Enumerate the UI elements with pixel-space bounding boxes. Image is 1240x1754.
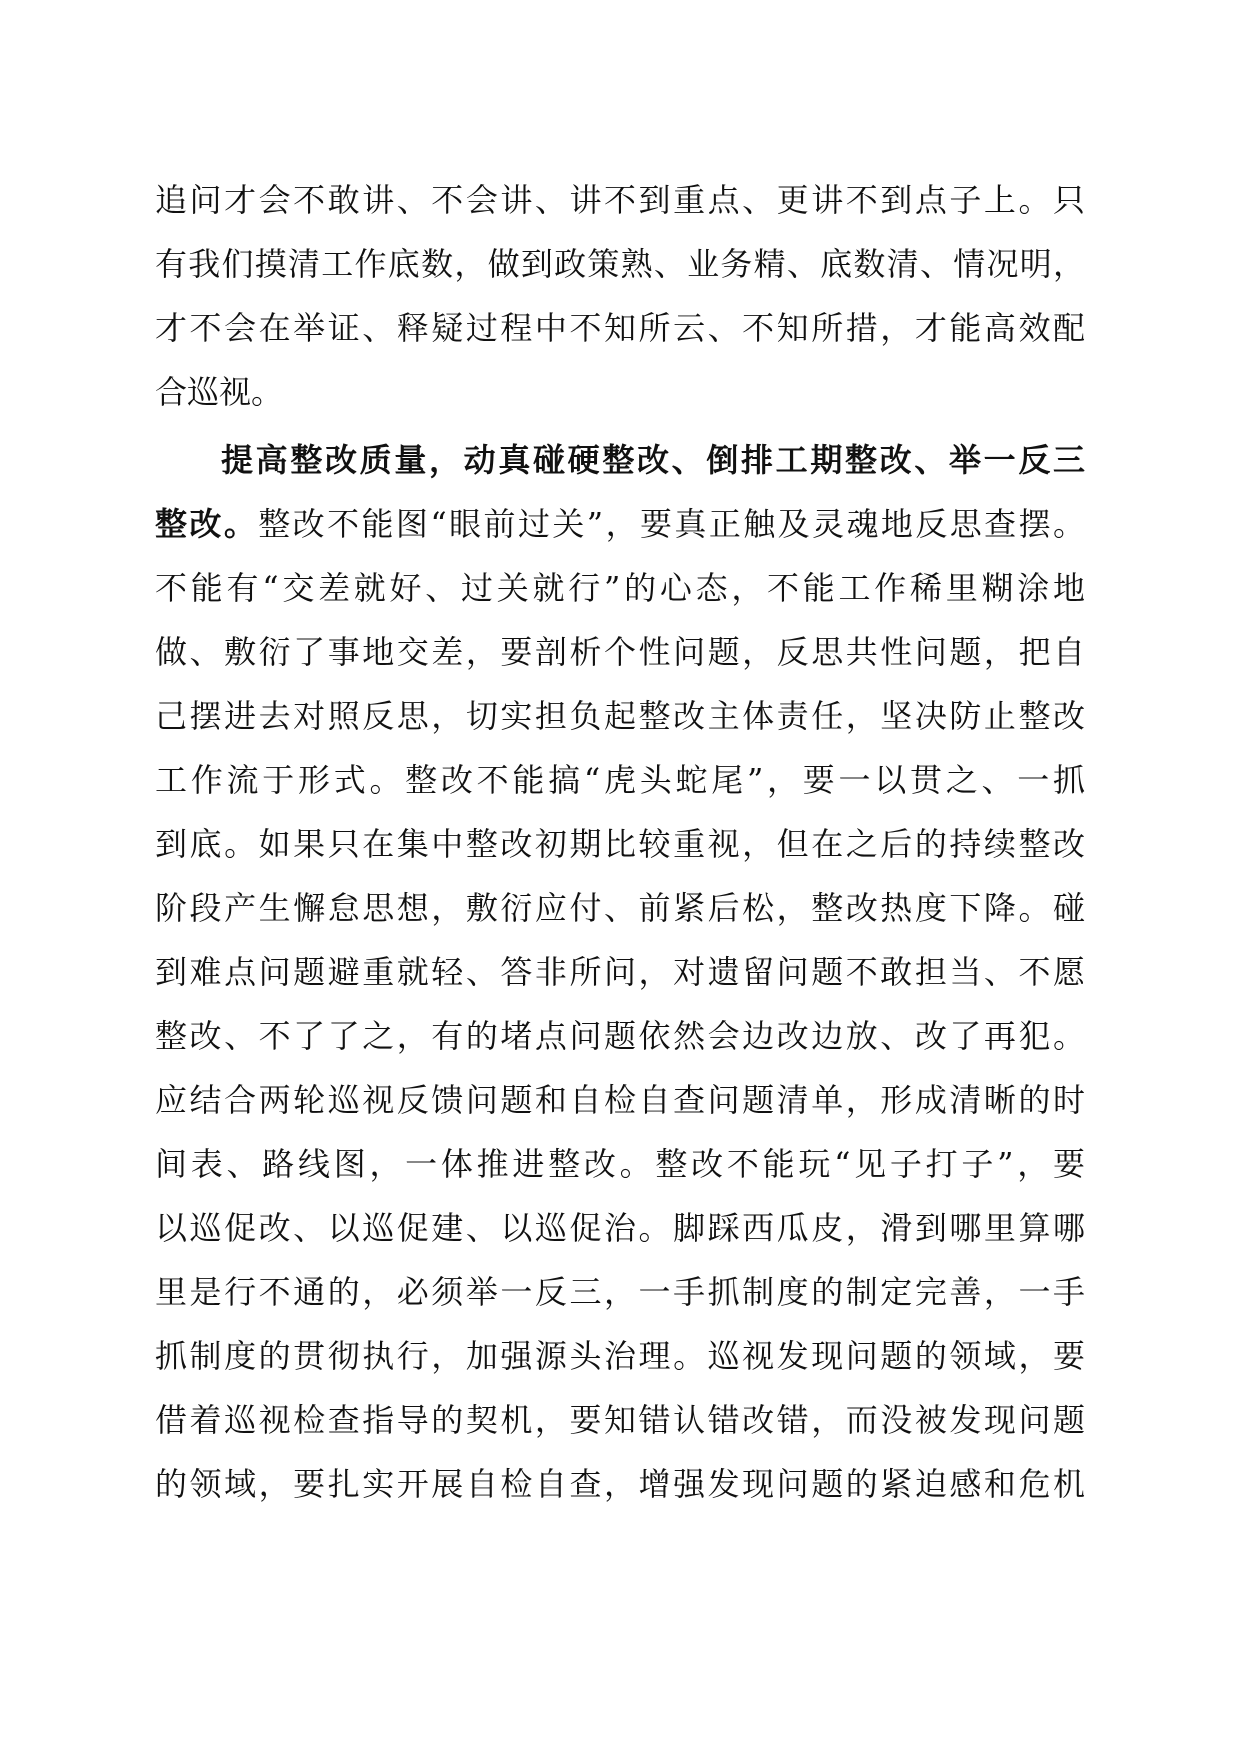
paragraph-1-line-2: 有我们摸清工作底数，做到政策熟、业务精、底数清、情况明， (155, 245, 1085, 283)
paragraph-2-line-12: 间表、路线图，一体推进整改。整改不能玩“见子打子”，要 (155, 1145, 1085, 1183)
paragraph-2-line-7: 到底。如果只在集中整改初期比较重视，但在之后的持续整改 (155, 825, 1085, 863)
paragraph-2-line-16: 借着巡视检查指导的契机，要知错认错改错，而没被发现问题 (155, 1401, 1085, 1439)
paragraph-2-line-6: 工作流于形式。整改不能搞“虎头蛇尾”，要一以贯之、一抓 (155, 761, 1085, 799)
paragraph-1-line-1: 追问才会不敢讲、不会讲、讲不到重点、更讲不到点子上。只 (155, 181, 1085, 219)
paragraph-2 (155, 428, 1085, 1516)
paragraph-2-line-2 (155, 492, 1085, 556)
paragraph-2-line-9: 到难点问题避重就轻、答非所问，对遗留问题不敢担当、不愿 (155, 953, 1085, 991)
paragraph-2-line-4: 做、敷衍了事地交差，要剖析个性问题，反思共性问题，把自 (155, 633, 1085, 671)
paragraph-2-line-5: 己摆进去对照反思，切实担负起整改主体责任，坚决防止整改 (155, 697, 1085, 735)
paragraph-2-line-15: 抓制度的贯彻执行，加强源头治理。巡视发现问题的领域，要 (155, 1337, 1085, 1375)
paragraph-2-line-2-text: 整改不能图“眼前过关”，要真正触及灵魂地反思查摆。 (258, 505, 1085, 543)
paragraph-2-heading-line-1: 提高整改质量，动真碰硬整改、倒排工期整改、举一反三 (221, 441, 1085, 479)
paragraph-2-line-13: 以巡促改、以巡促建、以巡促治。脚踩西瓜皮，滑到哪里算哪 (155, 1209, 1085, 1247)
paragraph-2-line-17: 的领域，要扎实开展自检自查，增强发现问题的紧迫感和危机 (155, 1465, 1085, 1503)
paragraph-2-line-8: 阶段产生懈怠思想，敷衍应付、前紧后松，整改热度下降。碰 (155, 889, 1085, 927)
paragraph-2-heading-end: 整改。 (155, 505, 259, 543)
paragraph-2-line-14: 里是行不通的，必须举一反三，一手抓制度的制定完善，一手 (155, 1273, 1085, 1311)
paragraph-1-line-4: 合巡视。 (155, 373, 284, 411)
paragraph-2-line-10: 整改、不了了之，有的堵点问题依然会边改边放、改了再犯。 (155, 1017, 1085, 1055)
paragraph-1 (155, 168, 1085, 424)
paragraph-2-line-3: 不能有“交差就好、过关就行”的心态，不能工作稀里糊涂地 (155, 569, 1085, 607)
paragraph-1-line-3: 才不会在举证、释疑过程中不知所云、不知所措，才能高效配 (155, 309, 1085, 347)
paragraph-2-line-11: 应结合两轮巡视反馈问题和自检自查问题清单，形成清晰的时 (155, 1081, 1085, 1119)
